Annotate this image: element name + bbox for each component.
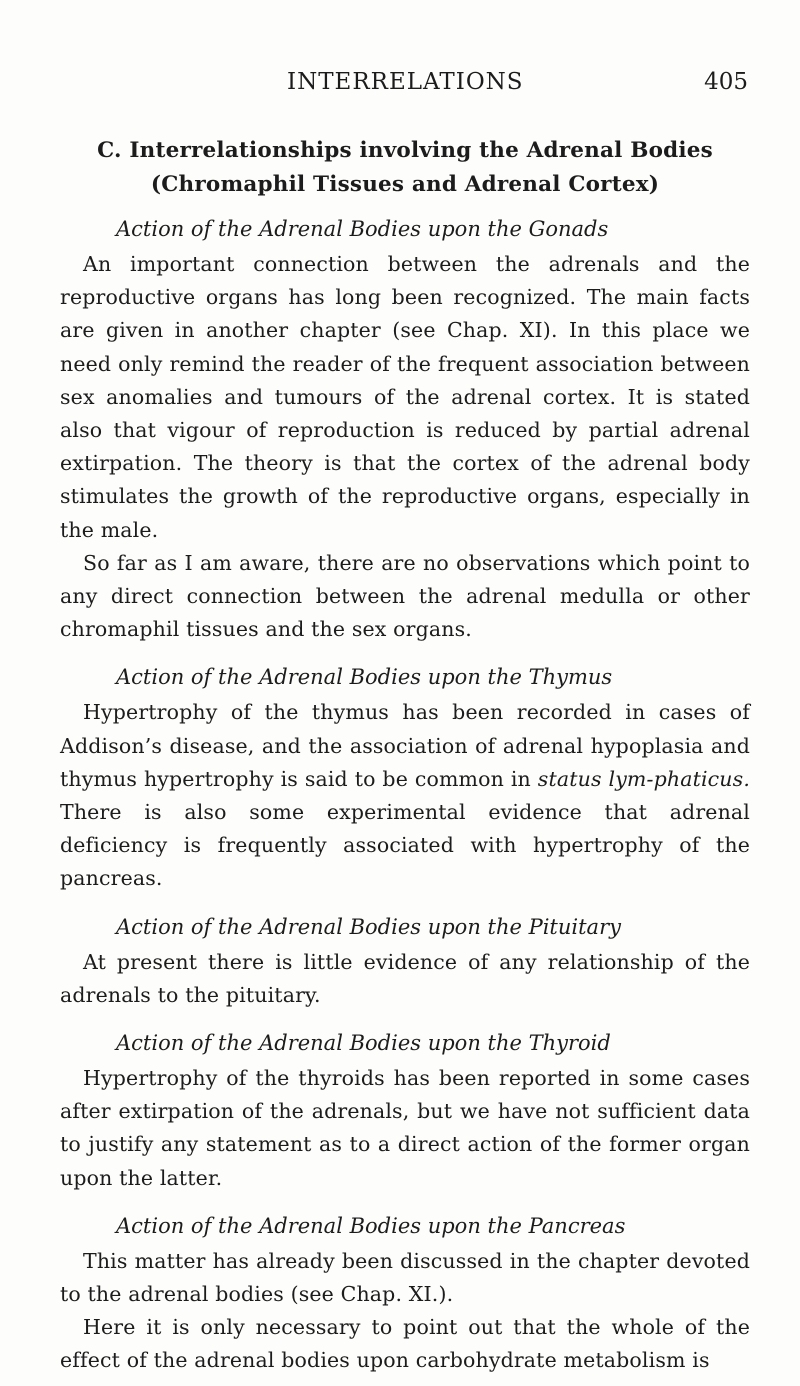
running-head — [0, 62, 800, 102]
section-heading-line-1: C. Interrelationships involving the Adrenal Bodies — [97, 138, 713, 163]
section-heading-line-2: (Chromaphil Tissues and Adrenal Cortex) — [150, 172, 660, 197]
section-heading — [60, 134, 750, 202]
paragraph-thymus — [60, 696, 750, 895]
subsection-title-thymus: Action of the Adrenal Bodies upon the Thymus — [116, 665, 613, 690]
subsection-title-pituitary: Action of the Adrenal Bodies upon the Pituitary — [116, 914, 621, 939]
thymus-text-after: There is also some experimental evidence that adrenal deficiency is frequently associated with hypertrophy of the pancreas. — [60, 800, 750, 891]
paragraph-pituitary: At present there is little evidence of any relationship of the adrenals to the pituitary. — [60, 949, 750, 1007]
page-content — [60, 128, 750, 1378]
subsection-title-thyroid: Action of the Adrenal Bodies upon the Thyroid — [116, 1031, 611, 1056]
paragraph-pancreas-1: This matter has already been discussed in the chapter devoted to the adrenal bodies (see Chap. XI.). — [60, 1248, 750, 1307]
subsection-title-pancreas: Action of the Adrenal Bodies upon the Pancreas — [116, 1213, 626, 1238]
thymus-text-before: Hypertrophy of the thymus has been recorded in cases of Addison’s disease, and the association of adrenal hypoplasia and thymus hypertrophy is said to be common in — [60, 700, 750, 791]
page-number: 405 — [704, 69, 748, 95]
paragraph-gonads-2: So far as I am aware, there are no observations which point to any direct connection between the adrenal medulla or other chromaphil tissues and the sex organs. — [60, 550, 750, 642]
paragraph-pancreas-2: Here it is only necessary to point out that the whole of the effect of the adrenal bodies upon carbohydrate metabolism is — [60, 1315, 750, 1373]
paragraph-thyroid: Hypertrophy of the thyroids has been reported in some cases after extirpation of the adrenals, but we have not sufficient data to justify any statement as to a direct action of the former organ upon the latter. — [60, 1066, 750, 1190]
running-title: INTERRELATIONS — [287, 69, 524, 95]
thymus-italic-term: status lym-phaticus. — [537, 766, 750, 791]
subsection-title-gonads: Action of the Adrenal Bodies upon the Gonads — [116, 217, 609, 241]
paragraph-gonads-1: An important connection between the adrenals and the reproductive organs has long been recognized. The main facts are given in another chapter (see Chap. XI). In this place we need only remind the reader of the frequent association between sex anomalies and tumours of the adrenal cortex. It is stated also that vigour of reproduction is reduced by partial adrenal extirpation. The theory is that the cortex of the adrenal body stimulates the growth of the reproductive organs, especially in the male. — [60, 252, 750, 542]
